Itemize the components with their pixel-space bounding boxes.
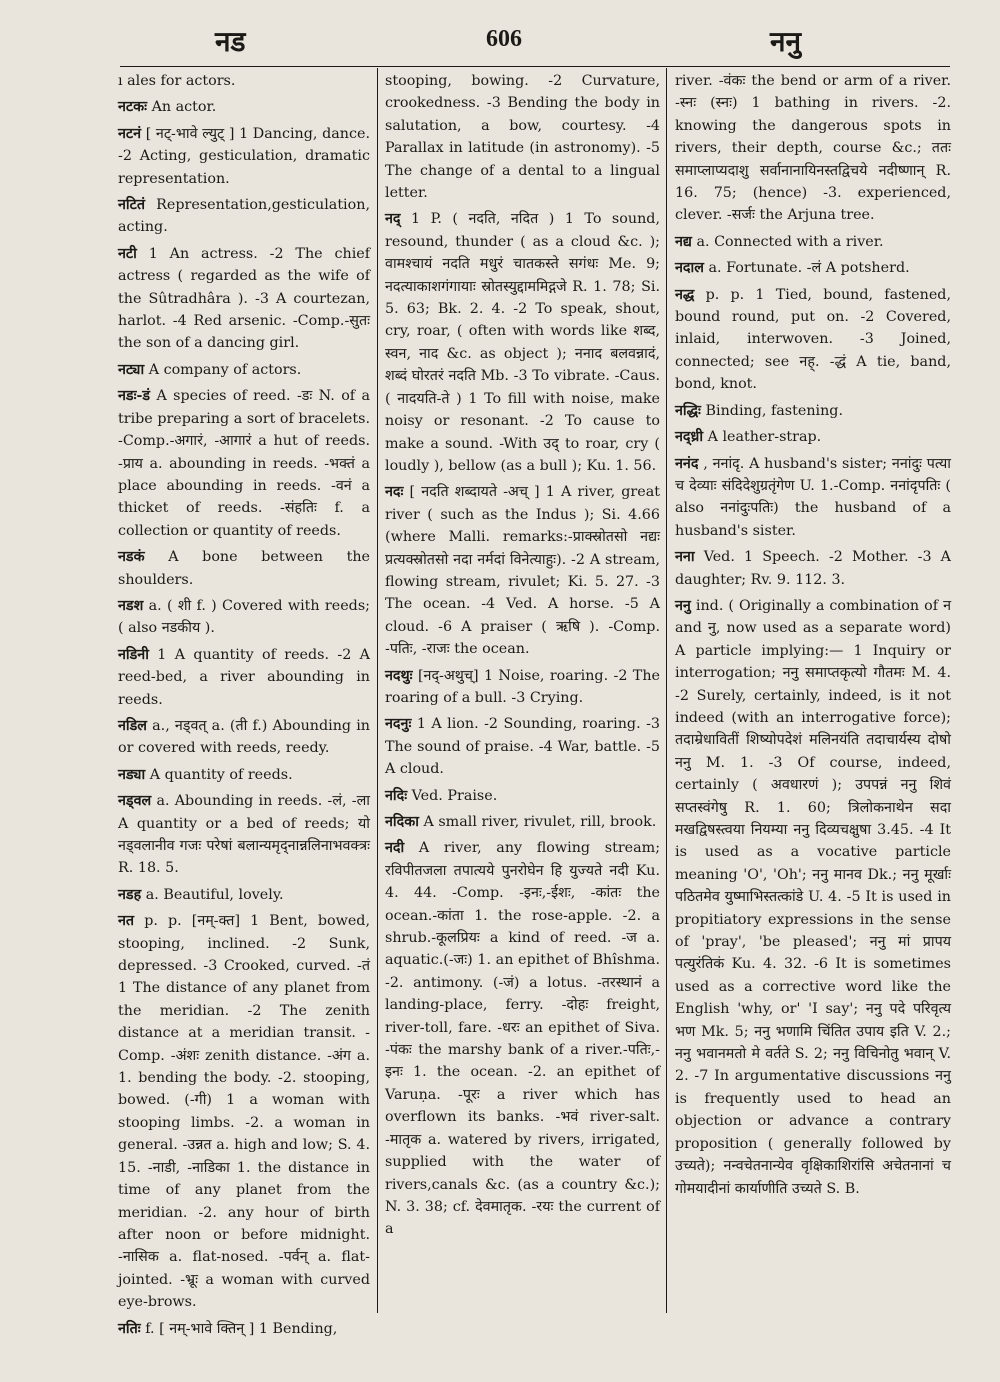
dictionary-entry: [118, 715, 370, 760]
entry-headword: नत: [118, 913, 135, 930]
entry-headword: नदः: [385, 484, 404, 501]
dictionary-entry: [118, 123, 370, 190]
dictionary-entry: [118, 1318, 370, 1340]
entry-definition: a. Abounding in reeds. -लं, -ला A quantity or a bed of reeds; यो नड्वलानीव गजः परेषां बलान्यमृद्नान्नलिनाभवक्त्रः R. 18. 5.: [118, 793, 371, 877]
entry-headword: नदनुः: [385, 716, 412, 733]
dictionary-entry: [675, 231, 951, 253]
entry-headword: नड्वल: [118, 793, 152, 810]
dictionary-entry: [118, 546, 370, 591]
entry-headword: ननु: [675, 597, 691, 614]
right-running-headword: ननु: [770, 25, 802, 58]
entry-headword: नद्य: [675, 233, 692, 250]
entry-headword: नड्या: [118, 766, 146, 783]
entry-definition: A company of actors.: [148, 361, 302, 378]
entry-headword: नद्ध: [675, 286, 695, 303]
entry-definition: a. Connected with a river.: [696, 233, 884, 250]
entry-headword: नडश: [118, 597, 144, 614]
dictionary-entry: [118, 790, 370, 880]
entry-definition: 1 A lion. -2 Sounding, roaring. -3 The sound of praise. -4 War, battle. -5 A cloud.: [385, 716, 660, 778]
dictionary-entry: [675, 453, 951, 543]
dictionary-entry: [118, 910, 370, 1313]
entry-headword: नडः-डं: [118, 388, 151, 405]
entry-definition: , ननांदृ. A husband's sister; ननांदुः पत्या च देव्याः संदिदेशुग्रतृंगेण U. 1.-Comp. ननांदृपतिः ( also ननांदुःपतिः) the husband of a husband's sister.: [675, 455, 951, 539]
entry-definition: Ved. 1 Speech. -2 Mother. -3 A daughter; Rv. 9. 112. 3.: [675, 549, 951, 588]
entry-definition: 1 An actress. -2 The chief actress ( regarded as the wife of the Sûtradhâra ). -3 A courtezan, harlot. -4 Red arsenic. -Comp.-सुतः the son of a dancing girl.: [118, 245, 371, 352]
entry-headword: ननंद: [675, 455, 699, 472]
entry-definition: Ved. Praise.: [411, 787, 498, 804]
entry-definition: [ नदति शब्दायते -अच् ] 1 A river, great river ( such as the Indus ); Si. 4.66 (where Malli. remarks:-प्राक्स्रोतसो नद्यः प्रत्यक्स्रोतसो नदा नर्मदां विनेत्याहुः). -2 A stream, flowing stream, rivulet; Ki. 5. 27. -3 The ocean. -4 Ved. A horse. -5 A cloud. -6 A praiser ( ऋषि ). -Comp. -पतिः, -राजः the ocean.: [385, 484, 660, 658]
entry-headword: नद्धिः: [675, 402, 701, 419]
entry-definition: [ नट्-भावे ल्युट् ] 1 Dancing, dance. -2 Acting, gesticulation, dramatic representation.: [118, 125, 370, 187]
entry-definition: p. p. 1 Tied, bound, fastened, bound round, put on. -2 Covered, inlaid, interwoven. -3 Joined, connected; see नह्. -द्धं A tie, band, bond, knot.: [675, 286, 951, 393]
dictionary-entry: [385, 481, 660, 660]
dictionary-entry: [118, 764, 370, 786]
column-1: [118, 70, 371, 1337]
entry-headword: नदिः: [385, 787, 408, 804]
entry-definition: A river, any flowing stream; रविपीतजला तपात्यये पुनरोघेन हि युज्यते नदी Ku. 4. 44. -Comp. -इनः,-ईशः, -कांतः the ocean.-कांता 1. the rose-apple. -2. a shrub.-कूलप्रियः a kind of reed. -ज a. aquatic.(-जः) 1. an epithet of Bhîshma. -2. antimony. (-जं) a lotus. -तरस्थानं a landing-place, ferry. -दोहः freight, river-toll, fare. -धरः an epithet of Siva. -पंकः the marshy bank of a river.-पतिः,-इनः 1. the ocean. -2. an epithet of Varuṇa. -पूरः a river which has overflown its banks. -भवं river-salt. -मातृक a. watered by rivers, irrigated, supplied with the water of rivers,canals &c. (as a country &c.); N. 3. 38; cf. देवमातृक. -रयः the current of a: [385, 840, 661, 1238]
entry-headword: नना: [675, 549, 695, 566]
dictionary-entry: [118, 194, 370, 239]
entry-headword: नदथुः: [385, 667, 413, 684]
entry-definition: A small river, rivulet, rill, brook.: [423, 814, 657, 830]
entry-headword: नटकः: [118, 99, 148, 116]
dictionary-entry: [385, 70, 660, 204]
entry-definition: river. -वंकः the bend or arm of a river. -स्नः (स्नः) 1 bathing in rivers. -2. knowing the dangerous spots in rivers, their depth, course &c.; ततः समाप्लाप्यदाशु सर्वानानायिनस्तद्विचये नदीष्णान् R. 16. 75; (hence) -3. experienced, clever. -सर्जः the Arjuna tree.: [675, 73, 951, 224]
entry-definition: ind. ( Originally a combination of न and नु, now used as a separate word) A particle implying:— 1 Inquiry or interrogation; ननु समाप्तकृत्यो गौतमः M. 4. -2 Surely, certainly, indeed, is it not indeed (with an interrogative force); तदाम्रेधावितीं शिष्योपदेशं मलिनयंति तदाचार्यस्य दोषो ननु M. 1. -3 Of course, indeed, certainly ( अवधारणं ); उपपन्नं ननु शिवं सप्तस्वंगेषु R. 1. 60; त्रिलोकनाथेन सदा मखद्विषस्त्वया नियम्या ननु दिव्यचक्षुषा 3.45. -4 It is used as a vocative particle meaning 'O', 'Oh'; ननु मानव Dk.; ननु मूर्खाः पठितमेव युष्माभिस्तत्कांडे U. 4. -5 It is used in propitiatory expressions in the sense of 'pray', 'be pleased'; ननु मां प्रापय पत्युरंतिकं Ku. 4. 32. -6 It is sometimes used as a corrective word like the English 'why, or' 'I say'; ननु पदे परिवृत्य भण Mk. 5; ननु भणामि चिंतित उपाय इति V. 2.; ननु भवानमतो मे वर्तते S. 2; ननु विचिनोतु भवान् V. 2. -7 In argumentative discussions ननु is frequently used to head an objection or advance a contrary proposition ( generally followed by उच्यते); नन्वचेतनान्येव वृक्षिकाशिरांसि अचेतनानां च गोमयादीनां कार्याणीति उच्यते S. B.: [675, 597, 952, 1197]
dictionary-entry: [675, 546, 951, 591]
entry-headword: नद्: [385, 211, 401, 228]
column-divider: [377, 68, 378, 1313]
dictionary-entry: [675, 595, 951, 1200]
entry-headword: नटितं: [118, 197, 145, 214]
entry-headword: नतिः: [118, 1320, 141, 1337]
entry-headword: नडिनी: [118, 646, 149, 663]
page-number: 606: [486, 26, 522, 52]
dictionary-entry: [118, 96, 370, 118]
entry-definition: f. [ नम्-भावे क्तिन् ] 1 Bending,: [145, 1320, 338, 1337]
entry-headword: नटनं: [118, 125, 142, 142]
dictionary-entry: [385, 785, 660, 807]
dictionary-entry: [675, 400, 951, 422]
dictionary-entry: [385, 208, 660, 477]
entry-definition: a., नड्वत् a. (ती f.) Abounding in or covered with reeds, reedy.: [118, 717, 370, 757]
entry-definition: stooping, bowing. -2 Curvature, crookedness. -3 Bending the body in salutation, a bow, courtesy. -4 Parallax in latitude (in astronomy). -5 The change of a dental to a lingual letter.: [385, 73, 660, 202]
entry-definition: A bone between the shoulders.: [118, 549, 371, 588]
dictionary-entry: [118, 359, 370, 381]
entry-definition: ı ales for actors.: [118, 73, 236, 89]
entry-headword: नदी: [385, 840, 405, 857]
entry-headword: नदिका: [385, 814, 419, 830]
left-running-headword: नड: [215, 25, 246, 58]
dictionary-entry: [118, 595, 370, 640]
dictionary-entry: [675, 426, 951, 448]
dictionary-entry: [675, 257, 951, 279]
dictionary-entry: [385, 837, 660, 1240]
dictionary-entry: [675, 70, 951, 227]
entry-definition: [नद्-अथुच्] 1 Noise, roaring. -2 The roaring of a bull. -3 Crying.: [385, 667, 660, 706]
entry-headword: नदाल: [675, 260, 704, 277]
entry-headword: नडिल: [118, 717, 147, 734]
entry-headword: नद्ध्री: [675, 429, 704, 446]
entry-definition: Binding, fastening.: [705, 402, 844, 419]
dictionary-entry: [118, 70, 370, 92]
dictionary-entry: [675, 284, 951, 396]
entry-headword: नटी: [118, 245, 137, 262]
header-rule: [120, 66, 950, 67]
entry-headword: नडकं: [118, 549, 145, 566]
dictionary-entry: [385, 665, 660, 710]
entry-definition: A leather-strap.: [707, 429, 822, 446]
column-2: [385, 70, 660, 1310]
entry-headword: नट्या: [118, 361, 145, 378]
dictionary-entry: [118, 644, 370, 711]
dictionary-entry: [385, 713, 660, 780]
dictionary-entry: [118, 385, 370, 542]
column-divider: [666, 68, 667, 1313]
dictionary-entry: [118, 884, 370, 906]
page-header: [0, 22, 1000, 62]
column-3: [675, 70, 951, 1310]
entry-definition: An actor.: [151, 99, 217, 116]
entry-definition: A quantity of reeds.: [149, 766, 293, 783]
entry-definition: p. p. [नम्-क्त] 1 Bent, bowed, stooping, inclined. -2 Sunk, depressed. -3 Crooked, curved. -तं 1 The distance of any planet from the meridian. -2 The zenith distance at a meridian transit. -Comp. -अंशः zenith distance. -अंग a. 1. bending the body. -2. stooping, bowed. (-गी) 1 a woman with stooping limbs. -2. a woman in general. -उन्नत a. high and low; S. 4. 15. -नाडी, -नाडिका 1. the distance in time of any planet from the meridian. -2. any hour of birth after noon or before midnight. -नासिक a. flat-nosed. -पर्वन् a. flat-jointed. -भ्रूः a woman with curved eye-brows.: [118, 913, 370, 1311]
entry-definition: Representation,gesticulation, acting.: [118, 197, 370, 236]
dictionary-entry: [118, 243, 370, 355]
entry-definition: 1 P. ( नदति, नदित ) 1 To sound, resound, thunder ( as a cloud &c. ); वामश्चायं नदति मधुरं चातकस्ते सगंधः Me. 9; नदत्याकाशगंगायाः स्रोतस्युद्दाममिद्गजे R. 1. 78; Si. 5. 63; Bk. 2. 4. -2 To speak, shout, cry, roar, ( often with words like शब्द, स्वन, नाद &c. as object ); ननाद बलवन्नादं, शब्दं घोरतरं नदति Mb. -3 To vibrate. -Caus. ( नादयति-ते ) 1 To fill with noise, make noisy or resonant. -2 To cause to make a sound. -With उद् to roar, cry ( loudly ), bellow (as a bull ); Ku. 1. 56.: [385, 211, 660, 474]
dictionary-entry: [385, 811, 660, 833]
entry-definition: 1 A quantity of reeds. -2 A reed-bed, a river abounding in reeds.: [118, 646, 370, 708]
entry-headword: नडह: [118, 886, 142, 903]
entry-definition: a. Fortunate. -लं A potsherd.: [708, 260, 910, 277]
entry-definition: a. ( शी f. ) Covered with reeds; ( also नडकीय ).: [118, 597, 370, 637]
entry-definition: a. Beautiful, lovely.: [145, 886, 284, 903]
entry-definition: A species of reed. -डः N. of a tribe preparing a sort of bracelets. -Comp.-अगारं, -आगारं a hut of reeds. -प्राय a. abounding in reeds. -भक्तं a place abounding in reeds. -वनं a thicket of reeds. -संहतिः f. a collection or quantity of reeds.: [118, 388, 370, 539]
